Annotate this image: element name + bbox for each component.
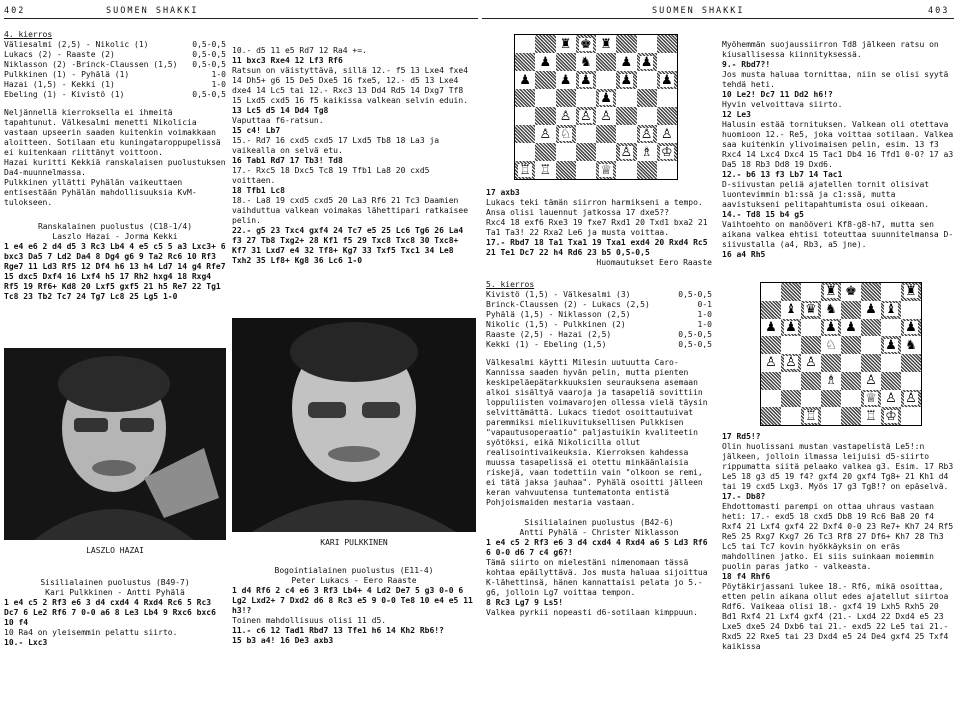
board-square xyxy=(861,354,881,372)
black-pawn-icon: ♟ xyxy=(885,337,897,353)
board-square xyxy=(616,125,636,143)
board-square xyxy=(901,283,921,301)
board-square xyxy=(841,407,861,425)
board-square xyxy=(801,407,821,425)
black-rook-icon: ♜ xyxy=(905,284,917,300)
round4-block xyxy=(4,30,231,302)
black-pawn-icon: ♟ xyxy=(539,54,552,70)
board-square xyxy=(616,107,636,125)
col3-c2: Jos musta haluaa tornittaa, niin se olisi syytä tehdä heti. xyxy=(722,70,954,89)
white-queen-icon: ♕ xyxy=(600,162,612,178)
board-square xyxy=(515,161,535,179)
photo2-caption: KARI PULKKINEN xyxy=(320,538,388,547)
black-pawn-icon: ♟ xyxy=(845,319,857,335)
board-square xyxy=(616,89,636,107)
board-square xyxy=(761,407,781,425)
result-pair: Kivistö (1,5) - Välkesalmi (3) xyxy=(486,290,631,299)
board-square xyxy=(841,283,861,301)
c1-c2: Vaputtaa f6-ratsun. xyxy=(232,116,324,125)
result-score: 0,5-0,5 xyxy=(678,290,712,299)
result-pair: Ebeling (1) - Kivistö (1) xyxy=(4,90,125,99)
board-square xyxy=(841,372,861,390)
round5-results xyxy=(486,290,712,350)
col3-c7: Olin huolissani mustan vastapelistä Le5!:n jälkeen, jolloin ilmassa leijuisi d5-siirto rippumatta siitä pelaako valkea g3. Esim. 17 Rb3 Le5 18 g3 d5 19 f4? gxf4 20 gxf4 Tg8+ 21 Kh1 d4 tai 19 cxd5 Lxg3. Myös 17 g3 Tg8!? on epäselvä. xyxy=(722,442,959,491)
c1-line1: 10.- d5 11 e5 Rd7 12 Ra4 +=. xyxy=(232,46,367,55)
board-square xyxy=(761,283,781,301)
white-pawn-icon: ♙ xyxy=(865,373,877,389)
black-king-icon: ♚ xyxy=(845,284,857,300)
game3-m1: 11.- c6 12 Tad1 Rbd7 13 Tfe1 h6 14 Kh2 Rb6!? xyxy=(232,626,444,635)
board-square xyxy=(801,283,821,301)
board-square xyxy=(616,143,636,161)
board-square xyxy=(637,143,657,161)
white-pawn-icon: ♙ xyxy=(885,390,897,406)
game3-opening: Bogointialainen puolustus (E11-4) xyxy=(274,566,434,575)
result-pair: Väliesalmi (2,5) - Nikolic (1) xyxy=(4,40,149,49)
game3-block xyxy=(232,566,476,646)
board-square xyxy=(881,354,901,372)
portrait-image xyxy=(232,318,476,532)
result-score: 0,5-0,5 xyxy=(192,40,226,49)
board-square xyxy=(781,283,801,301)
board-square xyxy=(556,161,576,179)
board-square xyxy=(637,53,657,71)
board-square xyxy=(781,372,801,390)
board-square xyxy=(637,35,657,53)
black-knight-icon: ♞ xyxy=(825,302,837,318)
board-square xyxy=(535,53,555,71)
board-square xyxy=(801,354,821,372)
board-square xyxy=(781,336,801,354)
board-square xyxy=(596,35,616,53)
board-square xyxy=(861,407,881,425)
col3-m6: 16 a4 Rh5 xyxy=(722,250,766,259)
col3-top xyxy=(722,40,959,260)
white-knight-icon: ♘ xyxy=(825,337,837,353)
board-square xyxy=(535,71,555,89)
game4-c1: Tämä siirto on mielestäni nimenomaan tässä kohtaa epäilyttävä. Jos musta haluaa sijoittua K-lähettinsä, hänen kannattaisi pelata jo 5.-g6, jolloin Lg7 voittaa tempon. xyxy=(486,558,713,597)
round4-text: Neljännellä kierroksella ei ihmeitä tapahtunut. Välkesalmi menetti Nikolicia vastaan upseerin saaden kuitenkin voimakkaan aloitteen. Sotilaan etu kuningataroppupelissä ei kuitenkaan riittänyt voittoon. Hazai kuritti Kekkiä ranskalaisen puolustuksen Da4-muunnelmassa. Pulkkinen yllätti Pyhälän vaikeuttaen entisestään Pyhälän mahdollisuuksia KvM-tulokseen. xyxy=(4,108,226,207)
game1-opening: Ranskalainen puolustus (C18-1/4) xyxy=(37,222,193,231)
board-square xyxy=(637,161,657,179)
left-page-number: 402 xyxy=(4,6,26,16)
c1-c1: Ratsun on väistyttävä, sillä 12.- f5 13 Lxe4 fxe4 14 Dh5+ g6 15 De5 Dxe5 16 fxe5, 12.- d5 13 Lxe4 dxe4 14 Lc5 tai 12.- Rxc3 13 Dd4 Rd5 14 Dxg7 Tf8 15 Lxd5 cxd5 16 f5 kaikissa valkean selvin eduin. xyxy=(232,66,473,105)
white-pawn-icon: ♙ xyxy=(580,108,592,124)
result-score: 1-0 xyxy=(211,80,226,89)
board-square xyxy=(535,107,555,125)
col2-block xyxy=(486,188,712,618)
board-square xyxy=(657,89,677,107)
result-pair: Pulkkinen (1) - Pyhälä (1) xyxy=(4,70,130,79)
board-square xyxy=(596,71,616,89)
board-square xyxy=(761,319,781,337)
white-pawn-icon: ♙ xyxy=(785,355,797,371)
black-pawn-icon: ♟ xyxy=(865,302,877,318)
board-square xyxy=(576,71,596,89)
board-square xyxy=(576,125,596,143)
c1-m4: 16 Tab1 Rd7 17 Tb3! Td8 xyxy=(232,156,343,165)
portrait-image xyxy=(4,348,226,540)
board-square xyxy=(881,301,901,319)
c1-m1: 11 bxc3 Rxe4 12 Lf3 Rf6 xyxy=(232,56,343,65)
board-square xyxy=(637,107,657,125)
col2-m2: 17.- Rbd7 18 Ta1 Txa1 19 Txa1 exd4 20 Rxd4 Rc5 21 Te1 Dc7 22 h4 Rd6 23 b5 0,5-0,5 xyxy=(486,238,713,257)
result-pair: Lukacs (2) - Raaste (2) xyxy=(4,50,115,59)
white-pawn-icon: ♙ xyxy=(600,108,612,124)
black-rook-icon: ♜ xyxy=(825,284,837,300)
board-square xyxy=(881,407,901,425)
black-knight-icon: ♞ xyxy=(905,337,917,353)
game1-moves: 1 e4 e6 2 d4 d5 3 Rc3 Lb4 4 e5 c5 5 a3 Lxc3+ 6 bxc3 Da5 7 Ld2 Da4 8 Dg4 g6 9 Ta2 Rc6 10 Rf3 Rge7 11 Ld3 Rf5 12 Df4 h6 13 h4 Ld7 14 g4 Rfe7 15 dxc5 Dxf4 16 Lxf4 h5 17 Rh2 hxg4 18 Rxg4 Rf5 19 Rf6+ Kd8 20 Lxf5 gxf5 21 h5 Re7 22 Tg1 Tc8 23 Tb2 Tc7 24 Tg7 Lc8 25 Lg5 1-0 xyxy=(4,242,231,301)
col3-c3: Hyvin velvoittava siirto. xyxy=(722,100,843,109)
board-square xyxy=(841,390,861,408)
black-pawn-icon: ♟ xyxy=(905,319,917,335)
result-pair: Niklasson (2) -Brinck-Claussen (1,5) xyxy=(4,60,178,69)
board-square xyxy=(596,125,616,143)
board-square xyxy=(821,283,841,301)
black-pawn-icon: ♟ xyxy=(620,54,633,70)
board-square xyxy=(657,125,677,143)
c1-m2: 13 Lc5 d5 14 Dd4 Tg8 xyxy=(232,106,329,115)
game2-opening: Sisilialainen puolustus (B49-7) xyxy=(40,578,190,587)
c1-c3: 15.- Rd7 16 cxd5 cxd5 17 Lxd5 Tb8 18 La3 ja vaikealla on selvä etu. xyxy=(232,136,444,155)
black-pawn-icon: ♟ xyxy=(580,72,592,88)
board-square xyxy=(596,143,616,161)
col3-c5: D-siivustan peliä ajatellen tornit olisivat luontevimmin b1:ssä ja c1:ssä, mutta aavistukseni pelitapahtumista osui oikeaan. xyxy=(722,180,934,209)
game4-m1: 8 Rc3 Lg7 9 Ls5! xyxy=(486,598,564,607)
black-pawn-icon: ♟ xyxy=(600,90,612,106)
board-square xyxy=(881,372,901,390)
left-header-rule xyxy=(4,18,478,19)
diag1-caption: 17 axb3 xyxy=(486,188,520,197)
chess-diagram-1 xyxy=(514,34,678,180)
board-square xyxy=(535,161,555,179)
board-square xyxy=(657,143,677,161)
game1-continuation xyxy=(232,46,476,266)
black-pawn-icon: ♟ xyxy=(640,54,653,70)
board-square xyxy=(576,35,596,53)
board-square xyxy=(657,107,677,125)
col3-m8: 18 f4 Rhf6 xyxy=(722,572,771,581)
board-square xyxy=(556,35,576,53)
white-bishop-icon: ♗ xyxy=(640,144,653,160)
col3-m3: 12 Le3 xyxy=(722,110,751,119)
board-square xyxy=(761,372,781,390)
col3-c6: Vaihtoehto on manööveri Kf8-g8-h7, mutta sen aikana valkea ehtisi toteuttaa suunnitelmansa D-siivustalla (a4, Rb3, a5 jne). xyxy=(722,220,954,249)
board-square xyxy=(881,336,901,354)
result-row xyxy=(4,80,226,90)
board-square xyxy=(535,35,555,53)
board-square xyxy=(841,354,861,372)
white-king-icon: ♔ xyxy=(885,408,897,424)
game4-moves: 1 e4 c5 2 Rf3 e6 3 d4 cxd4 4 Rxd4 a6 5 Ld3 Rf6 6 0-0 d6 7 c4 g6?! xyxy=(486,538,713,557)
white-pawn-icon: ♙ xyxy=(661,126,673,142)
board-square xyxy=(841,336,861,354)
game3-c1: Toinen mahdollisuus olisi 11 d5. xyxy=(232,616,387,625)
c1-m6: 22.- g5 23 Txc4 gxf4 24 Tc7 e5 25 Lc6 Tg6 26 La4 f3 27 Tb8 Txg2+ 28 Kf1 f5 29 Txc8 Txc8 30 Txc8+ Kf7 31 Lxd7 e4 32 Tf8+ Kg7 33 Txf5 Txc1 34 Le8 Txh2 35 Lf8+ Kg8 36 Lc6 1-0 xyxy=(232,226,469,265)
white-rook-icon: ♖ xyxy=(865,408,877,424)
black-pawn-icon: ♟ xyxy=(620,72,633,88)
board-square xyxy=(801,336,821,354)
right-header-rule xyxy=(482,18,954,19)
board-square xyxy=(556,89,576,107)
board-square xyxy=(881,390,901,408)
game2-block xyxy=(4,578,226,648)
game3-moves: 1 d4 Rf6 2 c4 e6 3 Rf3 Lb4+ 4 Ld2 De7 5 g3 0-0 6 Lg2 Lxd2+ 7 Dxd2 d6 8 Rc3 e5 9 0-0 Te8 10 e4 e5 11 h3!? xyxy=(232,586,478,615)
board-square xyxy=(616,35,636,53)
board-square xyxy=(657,35,677,53)
board-square xyxy=(761,336,781,354)
round5-heading: 5. kierros xyxy=(486,280,535,289)
game4-players: Antti Pyhälä - Christer Niklasson xyxy=(519,528,679,537)
board-square xyxy=(515,107,535,125)
black-queen-icon: ♛ xyxy=(805,302,817,318)
white-queen-icon: ♕ xyxy=(865,390,877,406)
board-square xyxy=(576,107,596,125)
white-pawn-icon: ♙ xyxy=(559,108,572,124)
board-square xyxy=(556,125,576,143)
round5-text: Välkesalmi käytti Milesin uutuutta Caro-Kannissa saaden hyvän pelin, mutta pienten keskipeläepätarkkuuksien seurauksena asemaan alkoi sisältyä vaaroja ja tasapeliä sovittiin loppuliisten voimavarojen ollessa vielä täysin selvittämättä. Lukacs tiedot osoittautuivat paremmiksi mielikuvituksellisen Pulkkisen "vapautusoperaatio" paljastuikin kvaliteetin syötöksi, eikä Nikolicilla ollut realisointivaikeuksia. Kierroksen kahdessa muussa tasapelissä ei otettu minkäänlaisia riskejä, vaan todettiin vain "olkoon se remi, ei tätä jaksa jauhaa". Pyhälä osoitti jälleen keran vahvuutensa tuntematonta entistä Pohjoismaiden mestaria vastaan. xyxy=(486,358,713,507)
game2-moves: 1 e4 c5 2 Rf3 e6 3 d4 cxd4 4 Rxd4 Rc6 5 Rc3 Dc7 6 Le2 Rf6 7 0-0 a6 8 Le3 Lb4 9 Rxc6 bxc6 10 f4 xyxy=(4,598,221,627)
board-square xyxy=(901,354,921,372)
diag2-caption: 17 Rd5!? xyxy=(722,432,761,441)
c1-c5: 18.- La8 19 cxd5 cxd5 20 La3 Rf6 21 Tc3 Daamien vaihduttua valkean voimakas lähettipari ratkaisee pelin. xyxy=(232,196,473,225)
white-pawn-icon: ♙ xyxy=(620,144,633,160)
board-square xyxy=(576,53,596,71)
board-square xyxy=(901,407,921,425)
game2-last: 10.- Lxc3 xyxy=(4,638,48,647)
result-pair: Hazai (1,5) - Kekki (1) xyxy=(4,80,115,89)
board-square xyxy=(616,71,636,89)
board-square xyxy=(761,354,781,372)
game1-players: Laszlo Hazai - Jorma Kekki xyxy=(52,232,178,241)
board-square xyxy=(901,301,921,319)
result-row xyxy=(4,50,226,60)
board-square xyxy=(821,372,841,390)
board-square xyxy=(821,319,841,337)
white-rook-icon: ♖ xyxy=(519,162,531,178)
result-pair: Pyhälä (1,5) - Niklasson (2,5) xyxy=(486,310,631,319)
board-square xyxy=(861,390,881,408)
result-score: 1-0 xyxy=(697,320,712,329)
white-pawn-icon: ♙ xyxy=(805,355,817,371)
result-row xyxy=(486,320,712,330)
board-square xyxy=(616,53,636,71)
board-square xyxy=(556,71,576,89)
result-row xyxy=(486,330,712,340)
board-square xyxy=(801,301,821,319)
board-square xyxy=(657,161,677,179)
white-king-icon: ♔ xyxy=(661,144,673,160)
board-square xyxy=(657,71,677,89)
board-square xyxy=(596,89,616,107)
board-square xyxy=(515,89,535,107)
board-square xyxy=(861,319,881,337)
board-square xyxy=(637,89,657,107)
board-square xyxy=(515,143,535,161)
result-row xyxy=(486,290,712,300)
white-pawn-icon: ♙ xyxy=(539,126,552,142)
c1-m5: 18 Tfb1 Lc8 xyxy=(232,186,285,195)
black-knight-icon: ♞ xyxy=(580,54,592,70)
board-square xyxy=(801,390,821,408)
result-row xyxy=(486,300,712,310)
round4-results xyxy=(4,40,226,100)
game3-players: Peter Lukacs - Eero Raaste xyxy=(291,576,417,585)
photo-laszlo-hazai xyxy=(4,348,226,540)
board-square xyxy=(881,319,901,337)
col3-c9: Pöytäkirjassani lukee 18.- Rf6, mikä osoittaa, etten pelin aikana ollut edes ajatellut siirtoa Rdf6. Vaikeaa olisi 18.- gxf4 19 Lxh5 Rxh5 20 Bd1 Rxf4 21 Lxf4 gxf4 (21.- Lxd4 22 Dxd4 e5 23 Lxe5 dxe5 24 Dxb6 tai 21.- exd5 22 Le5 tai 21.- Rxd5 22 Rxe5 tai 23 Dxd4 e5 24 De4 gxf4 25 Txf4 kaikissa xyxy=(722,582,954,651)
game3-m2: 15 b3 a4! 16 De3 axb3 xyxy=(232,636,334,645)
board-square xyxy=(781,301,801,319)
white-knight-icon: ♘ xyxy=(559,126,572,142)
board-square xyxy=(821,407,841,425)
board-square xyxy=(781,407,801,425)
result-row xyxy=(486,340,712,350)
board-square xyxy=(576,89,596,107)
board-square xyxy=(801,319,821,337)
board-square xyxy=(801,372,821,390)
black-bishop-icon: ♝ xyxy=(885,302,897,318)
board-square xyxy=(535,125,555,143)
board-square xyxy=(576,143,596,161)
board-square xyxy=(515,125,535,143)
white-pawn-icon: ♙ xyxy=(765,355,777,371)
photo-kari-pulkkinen xyxy=(232,318,476,532)
board-square xyxy=(861,301,881,319)
col3-m7: 17.- Db8? xyxy=(722,492,766,501)
black-pawn-icon: ♟ xyxy=(519,72,531,88)
game2-players: Kari Pulkkinen - Antti Pyhälä xyxy=(45,588,185,597)
board-square xyxy=(841,319,861,337)
white-pawn-icon: ♙ xyxy=(905,390,917,406)
board-square xyxy=(515,53,535,71)
board-square xyxy=(556,143,576,161)
game2-after: 10 Ra4 on yleisemmin pelattu siirto. xyxy=(4,628,178,637)
round4-heading: 4. kierros xyxy=(4,30,53,39)
col3-c4: Halusin estää tornituksen. Valkean oli otettava huomioon 12.- Re5, joka voittaa sotilaan. Valkea saa kuitenkin ylivoimaisen pelin, esim. 13 f3 Rxc4 14 Lxc4 Dxc4 15 Tac1 Db4 16 Tfd1 0-0? 17 a3 Da5 18 Rb3 Dd8 19 Dxd6. xyxy=(722,120,959,169)
board-square xyxy=(861,283,881,301)
black-pawn-icon: ♟ xyxy=(785,319,797,335)
col3-c1: Myöhemmän suojaussiirron Td8 jälkeen ratsu on kiusallisessa kiinnityksessä. xyxy=(722,40,944,59)
result-score: 0,5-0,5 xyxy=(192,90,226,99)
right-page-number: 403 xyxy=(928,6,950,16)
result-row xyxy=(4,60,226,70)
col3-m1: 9.- Rbd7?! xyxy=(722,60,771,69)
annotations-credit: Huomautukset Eero Raaste xyxy=(596,258,712,267)
c1-m3: 15 c4! Lb7 xyxy=(232,126,281,135)
white-pawn-icon: ♙ xyxy=(640,126,653,142)
board-square xyxy=(596,107,616,125)
result-row xyxy=(4,90,226,100)
right-running-head: SUOMEN SHAKKI xyxy=(652,6,745,16)
board-square xyxy=(515,71,535,89)
photo1-caption: LASZLO HAZAI xyxy=(86,546,144,555)
board-square xyxy=(535,143,555,161)
board-square xyxy=(761,390,781,408)
board-square xyxy=(596,53,616,71)
result-score: 0,5-0,5 xyxy=(678,340,712,349)
board-square xyxy=(821,354,841,372)
board-square xyxy=(781,390,801,408)
left-running-head: SUOMEN SHAKKI xyxy=(106,6,199,16)
result-row xyxy=(4,70,226,80)
col3-m2: 10 Le2! Dc7 11 Dd2 h6!? xyxy=(722,90,833,99)
board-square xyxy=(901,390,921,408)
col3-bottom xyxy=(722,432,959,652)
result-row xyxy=(4,40,226,50)
result-pair: Nikolic (1,5) - Pulkkinen (2) xyxy=(486,320,626,329)
board-square xyxy=(781,319,801,337)
black-pawn-icon: ♟ xyxy=(661,72,673,88)
result-pair: Brinck-Claussen (2) - Lukacs (2,5) xyxy=(486,300,650,309)
black-pawn-icon: ♟ xyxy=(825,319,837,335)
board-square xyxy=(821,336,841,354)
black-pawn-icon: ♟ xyxy=(765,319,777,335)
white-rook-icon: ♖ xyxy=(539,162,552,178)
board-square xyxy=(901,336,921,354)
board-square xyxy=(515,35,535,53)
board-square xyxy=(535,89,555,107)
board-square xyxy=(616,161,636,179)
result-pair: Kekki (1) - Ebeling (1,5) xyxy=(486,340,607,349)
board-square xyxy=(861,372,881,390)
board-square xyxy=(556,53,576,71)
black-bishop-icon: ♝ xyxy=(785,302,797,318)
board-square xyxy=(637,125,657,143)
game4-c2: Valkea pyrkii nopeasti d6-sotilaan kimppuun. xyxy=(486,608,698,617)
board-square xyxy=(821,390,841,408)
result-score: 0-1 xyxy=(697,300,712,309)
board-square xyxy=(556,107,576,125)
board-square xyxy=(861,336,881,354)
result-score: 0,5-0,5 xyxy=(192,60,226,69)
result-pair: Raaste (2,5) - Hazai (2,5) xyxy=(486,330,612,339)
black-pawn-icon: ♟ xyxy=(559,72,572,88)
result-score: 0,5-0,5 xyxy=(192,50,226,59)
board-square xyxy=(637,71,657,89)
col3-c8: Ehdottomasti parempi on ottaa uhraus vastaan heti: 17.- exd5 18 cxd5 Db8 19 Rc6 Ba8 20 f4 Rxf4 21 Lxf4 gxf4 22 Dxf4 0-0 23 Re7+ Kh7 24 Rf5 Re5 25 Rxg7 Kxg7 26 Tc3 Rf8 27 Df6+ Kh7 28 Th3 Lc5 tai Tc7 kovin hyökkäyksin on eräs mahdollinen jatko. Ei siis suinkaan moiemmin puolin paras jatko - valkeasta. xyxy=(722,502,959,571)
result-score: 1-0 xyxy=(697,310,712,319)
board-square xyxy=(821,301,841,319)
board-square xyxy=(901,372,921,390)
black-king-icon: ♚ xyxy=(580,36,592,52)
chess-diagram-2 xyxy=(760,282,922,426)
board-square xyxy=(657,53,677,71)
board-square xyxy=(781,354,801,372)
col3-m5: 14.- Td8 15 b4 g5 xyxy=(722,210,804,219)
result-row xyxy=(486,310,712,320)
game4-opening: Sisilialainen puolustus (B42-6) xyxy=(524,518,674,527)
black-rook-icon: ♜ xyxy=(559,36,572,52)
board-square xyxy=(901,319,921,337)
board-square xyxy=(576,161,596,179)
col2-c1: Lukacs teki tämän siirron harmikseni a tempo. Ansa olisi lauennut jatkossa 17 dxe5?? xyxy=(486,198,708,217)
col2-m1: Rxc4 18 exf6 Rxe3 19 fxe7 Rxd1 20 Txd1 bxa2 21 Ta1 Ta3! 22 Rxa2 Le6 ja musta voittaa. xyxy=(486,218,713,237)
black-rook-icon: ♜ xyxy=(600,36,612,52)
board-square xyxy=(596,161,616,179)
board-square xyxy=(761,301,781,319)
result-score: 1-0 xyxy=(211,70,226,79)
result-score: 0,5-0,5 xyxy=(678,330,712,339)
white-rook-icon: ♖ xyxy=(805,408,817,424)
white-bishop-icon: ♗ xyxy=(825,373,837,389)
board-square xyxy=(881,283,901,301)
board-square xyxy=(841,301,861,319)
c1-c4: 17.- Rxc5 18 Dxc5 Tc8 19 Tfb1 La8 20 cxd5 voittaen. xyxy=(232,166,435,185)
col3-m4: 12.- b6 13 f3 Lb7 14 Tac1 xyxy=(722,170,843,179)
